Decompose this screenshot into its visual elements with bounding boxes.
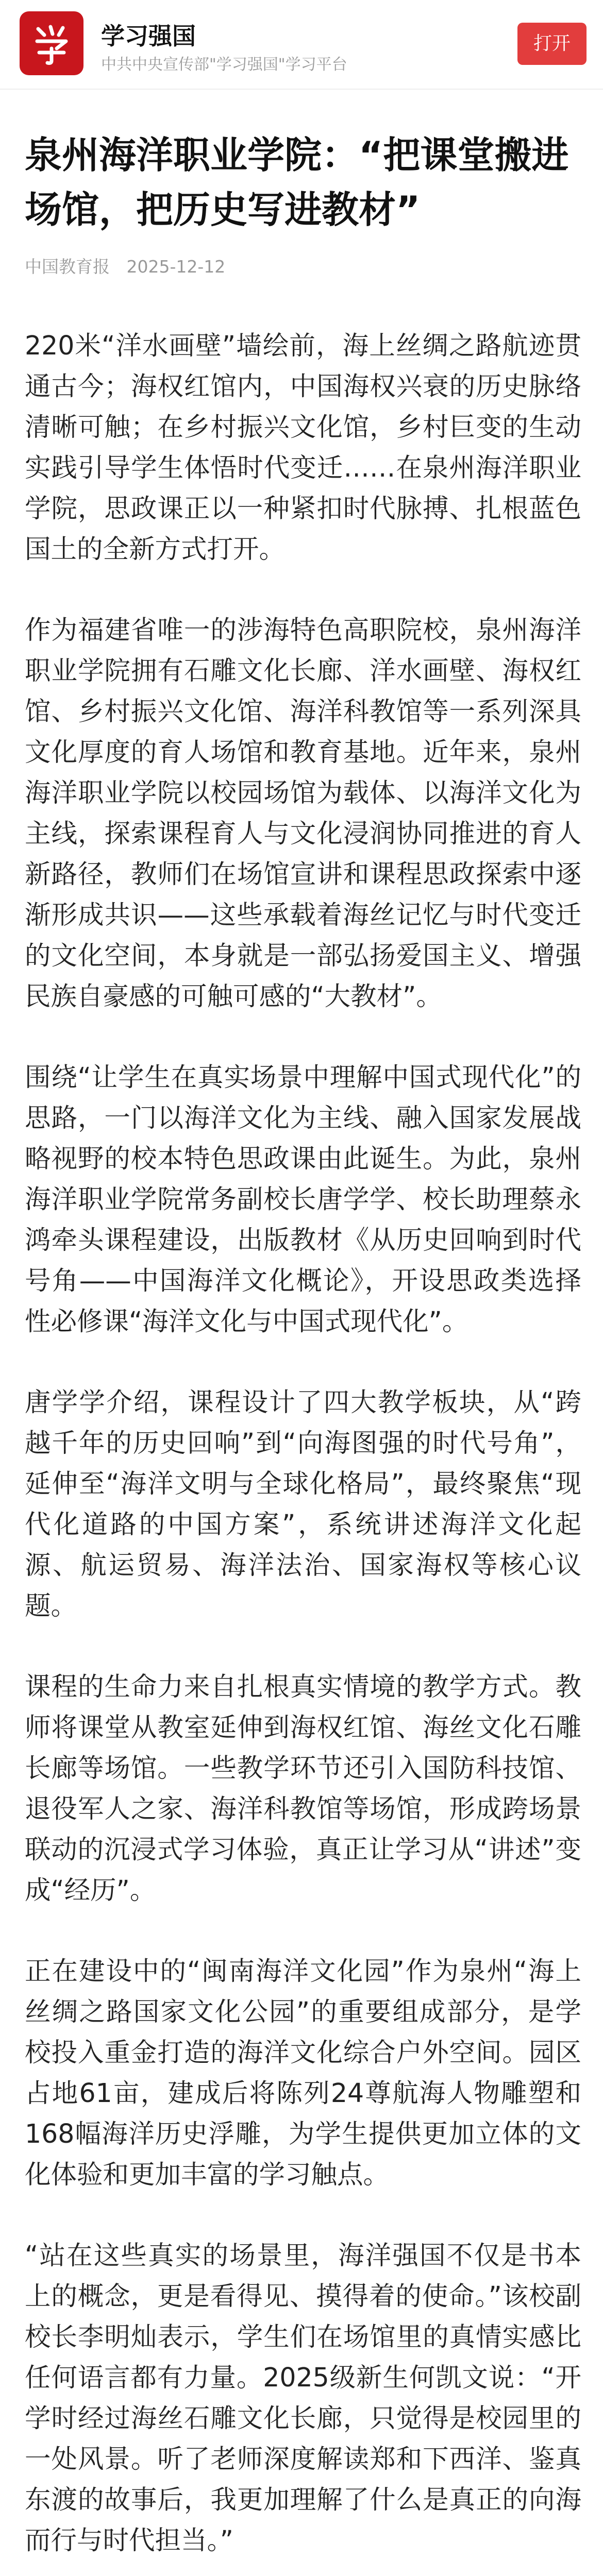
article-paragraph: 课程的生命力来自扎根真实情境的教学方式。教师将课堂从教室延伸到海权红馆、海丝文化石雕长廊等场馆。一些教学环节还引入国防科技馆、退役军人之家、海洋科教馆等场馆，形成跨场景联动的沉浸式学习体验，真正让学习从“讲述”变成“经历”。 [25, 1671, 581, 1905]
article-paragraph: “站在这些真实的场景里，海洋强国不仅是书本上的概念，更是看得见、摸得着的使命。”该校副校长李明灿表示，学生们在场馆里的真情实感比任何语言都有力量。2025级新生何凯文说：“开学时经过海丝石雕文化长廊，只觉得是校园里的一处风景。听了老师深度解读郑和下西洋、鉴真东渡的故事后，我更加理解了什么是真正的向海而行与时代担当。” [25, 2240, 581, 2555]
article-title: 泉州海洋职业学院：“把课堂搬进场馆，把历史写进教材” [25, 133, 569, 231]
app-banner [0, 0, 603, 90]
article-meta [25, 253, 581, 278]
article-date: 2025-12-12 [126, 257, 226, 277]
article-paragraph: 唐学学介绍，课程设计了四大教学板块，从“跨越千年的历史回响”到“向海图强的时代号角”，延伸至“海洋文明与全球化格局”，最终聚焦“现代化道路的中国方案”，系统讲述海洋文化起源、航运贸易、海洋法治、国家海权等核心议题。 [25, 1387, 581, 1621]
article-body [25, 325, 581, 2576]
article-paragraph: 围绕“让学生在真实场景中理解中国式现代化”的思路，一门以海洋文化为主线、融入国家发展战略视野的校本特色思政课由此诞生。为此，泉州海洋职业学院常务副校长唐学学、校长助理蔡永鸿牵头课程建设，出版教材《从历史回响到时代号角——中国海洋文化概论》，开设思政类选择性必修课“海洋文化与中国式现代化”。 [25, 1062, 581, 1336]
article [25, 128, 581, 2576]
article-paragraph: 220米“洋水画壁”墙绘前，海上丝绸之路航迹贯通古今；海权红馆内，中国海权兴衰的历史脉络清晰可触；在乡村振兴文化馆，乡村巨变的生动实践引导学生体悟时代变迁……在泉州海洋职业学院，思政课正以一种紧扣时代脉搏、扎根蓝色国土的全新方式打开。 [25, 330, 581, 564]
xuexi-logo-icon[interactable] [20, 11, 83, 75]
article-paragraph: 正在建设中的“闽南海洋文化园”作为泉州“海上丝绸之路国家文化公园”的重要组成部分，是学校投入重金打造的海洋文化综合户外空间。园区占地61亩，建成后将陈列24尊航海人物雕塑和168幅海洋历史浮雕，为学生提供更加立体的文化体验和更加丰富的学习触点。 [25, 1956, 581, 2190]
open-app-button[interactable]: 打开 [517, 23, 587, 65]
article-source: 中国教育报 [25, 257, 110, 277]
app-description: 中共中央宣传部"学习强国"学习平台 [101, 56, 347, 74]
article-paragraph: 作为福建省唯一的涉海特色高职院校，泉州海洋职业学院拥有石雕文化长廊、洋水画壁、海权红馆、乡村振兴文化馆、海洋科教馆等一系列深具文化厚度的育人场馆和教育基地。近年来，泉州海洋职业学院以校园场馆为载体、以海洋文化为主线，探索课程育人与文化浸润协同推进的育人新路径，教师们在场馆宣讲和课程思政探索中逐渐形成共识——这些承载着海丝记忆与时代变迁的文化空间，本身就是一部弘扬爱国主义、增强民族自豪感的可触可感的“大教材”。 [25, 615, 581, 1011]
app-name: 学习强国 [101, 22, 196, 50]
